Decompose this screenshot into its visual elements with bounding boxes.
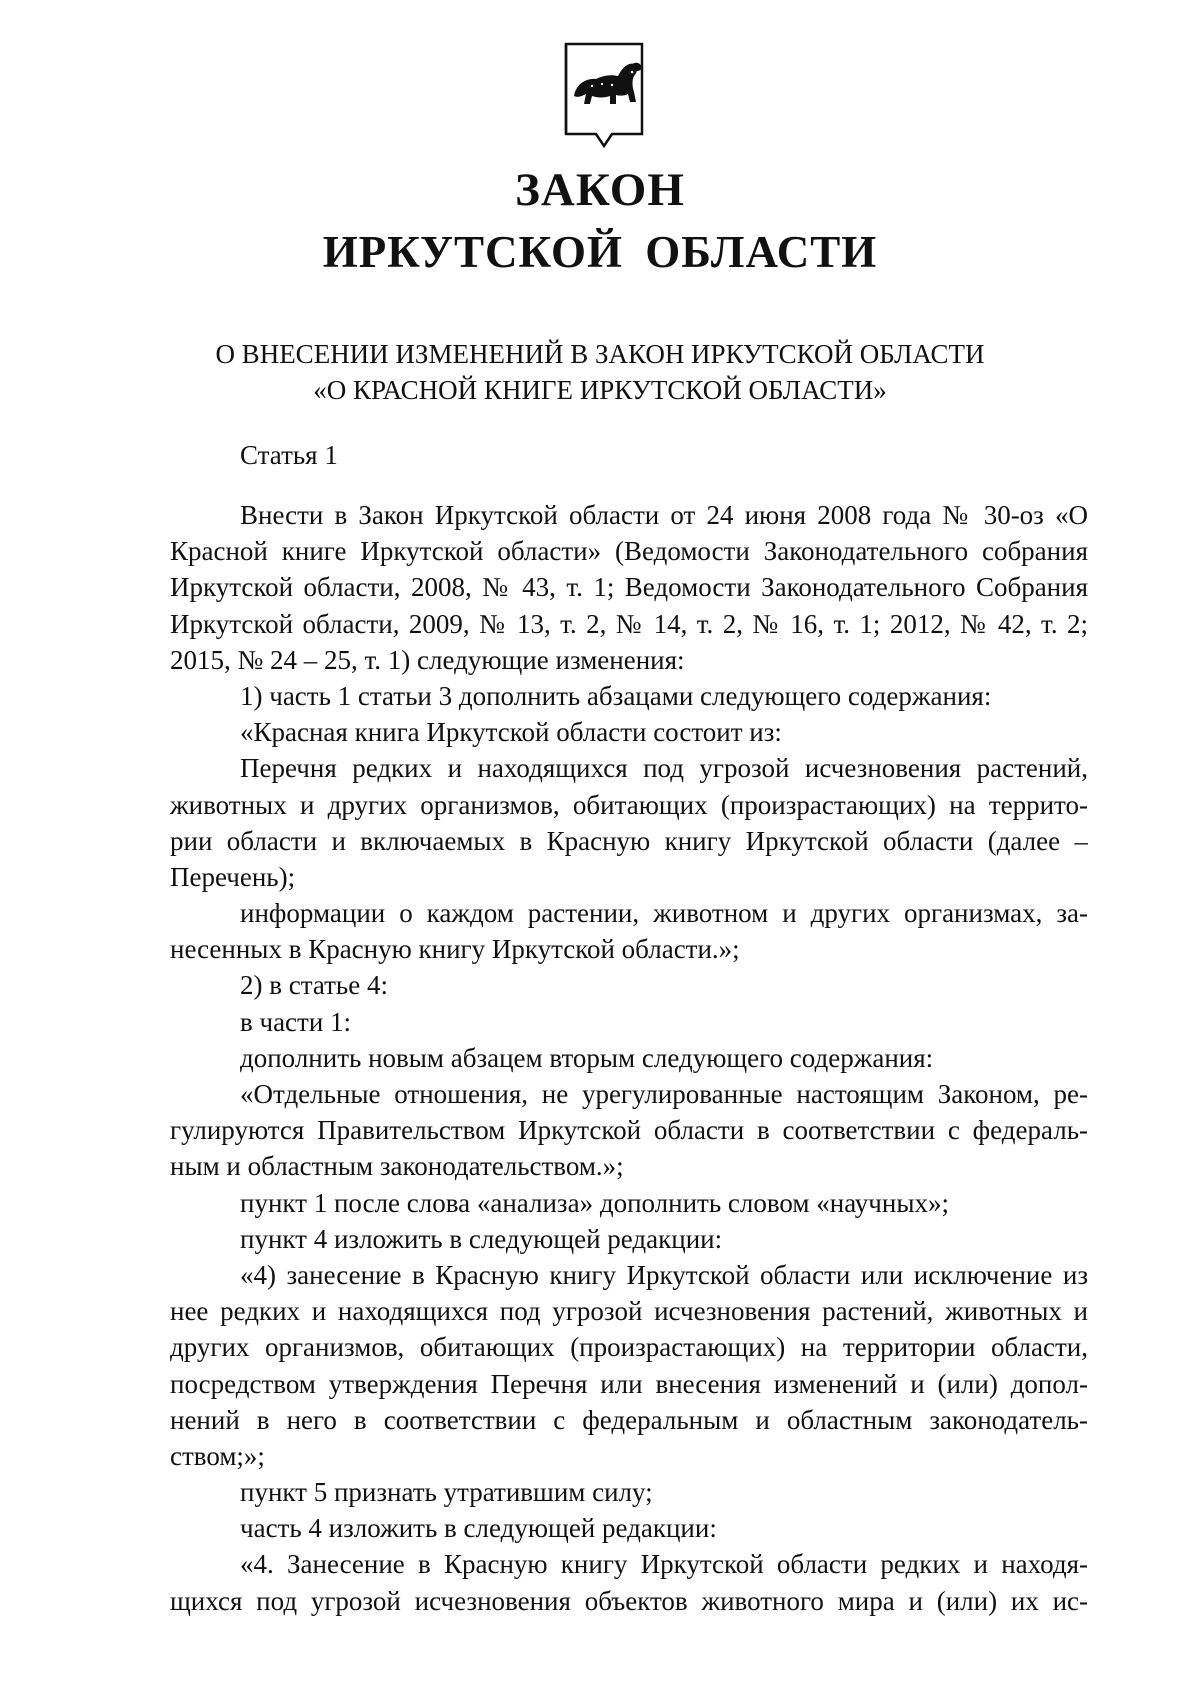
body-line: посредством утверждения Перечня или внесения изменений и (или) допол-: [170, 1368, 1088, 1399]
body-line: пункт 1 после слова «анализа» дополнить словом «научных»;: [240, 1187, 949, 1218]
body-line: «Отдельные отношения, не урегулированные настоящим Законом, ре-: [240, 1079, 1088, 1109]
body-line: 1) часть 1 статьи 3 дополнить абзацами следующего содержания:: [240, 680, 992, 711]
body-line: «Красная книга Иркутской области состоит из:: [240, 717, 782, 748]
body-line: 2015, № 24 – 25, т. 1) следующие изменения:: [170, 644, 685, 675]
region-title: ИРКУТСКОЙ ОБЛАСТИ: [322, 227, 878, 277]
body-line: гулируются Правительством Иркутской области в соответствии с федераль-: [170, 1115, 1088, 1146]
body-line: Иркутской области, 2009, № 13, т. 2, № 14, т. 2, № 16, т. 1; 2012, № 42, т. 2;: [170, 608, 1088, 639]
law-heading-line-1: О ВНЕСЕНИИ ИЗМЕНЕНИЙ В ЗАКОН ИРКУТСКОЙ ОБЛАСТИ: [215, 339, 985, 369]
body-line: Внести в Закон Иркутской области от 24 июня 2008 года № 30-оз «О: [240, 500, 1088, 530]
body-line: нее редких и находящихся под угрозой исчезновения растений, животных и: [170, 1296, 1088, 1327]
body-line: других организмов, обитающих (произрастающих) на территории области,: [170, 1332, 1088, 1363]
body-line: Красной книге Иркутской области» (Ведомости Законодательного собрания: [170, 536, 1088, 567]
body-line: пункт 4 изложить в следующей редакции:: [240, 1223, 723, 1254]
body-line: ным и областным законодательством.»;: [170, 1151, 624, 1182]
body-line: щихся под угрозой исчезновения объектов животного мира и (или) их ис-: [170, 1585, 1088, 1616]
law-body-text: [170, 497, 1088, 1619]
coat-of-arms-icon: [562, 38, 646, 156]
law-heading-line-2: «О КРАСНОЙ КНИГЕ ИРКУТСКОЙ ОБЛАСТИ»: [313, 375, 887, 405]
body-line: Перечень);: [170, 861, 296, 892]
body-line: «4. Занесение в Красную книгу Иркутской области редких и находя-: [240, 1549, 1088, 1580]
body-line: Перечня редких и находящихся под угрозой исчезновения растений,: [240, 753, 1088, 784]
body-line: ством;»;: [170, 1440, 265, 1471]
article-label: Статья 1: [240, 440, 338, 470]
body-line: несенных в Красную книгу Иркутской области.»;: [170, 934, 740, 965]
body-line: дополнить новым абзацем вторым следующего содержания:: [240, 1042, 934, 1073]
body-line: «4) занесение в Красную книгу Иркутской области или исключение из: [240, 1259, 1088, 1290]
body-line: 2) в статье 4:: [240, 970, 388, 1001]
body-line: часть 4 изложить в следующей редакции:: [240, 1513, 717, 1544]
body-line: в части 1:: [240, 1006, 352, 1037]
body-line: животных и других организмов, обитающих (произрастающих) на террито-: [170, 789, 1088, 820]
body-line: пункт 5 признать утратившим силу;: [240, 1477, 653, 1508]
body-line: рии области и включаемых в Красную книгу Иркутской области (далее –: [170, 825, 1088, 856]
document-type-title: ЗАКОН: [515, 164, 685, 216]
body-line: нений в него в соответствии с федеральным и областным законодатель-: [170, 1404, 1088, 1435]
body-line: информации о каждом растении, животном и других организмах, за-: [240, 898, 1088, 929]
body-line: Иркутской области, 2008, № 43, т. 1; Ведомости Законодательного Собрания: [170, 572, 1088, 603]
